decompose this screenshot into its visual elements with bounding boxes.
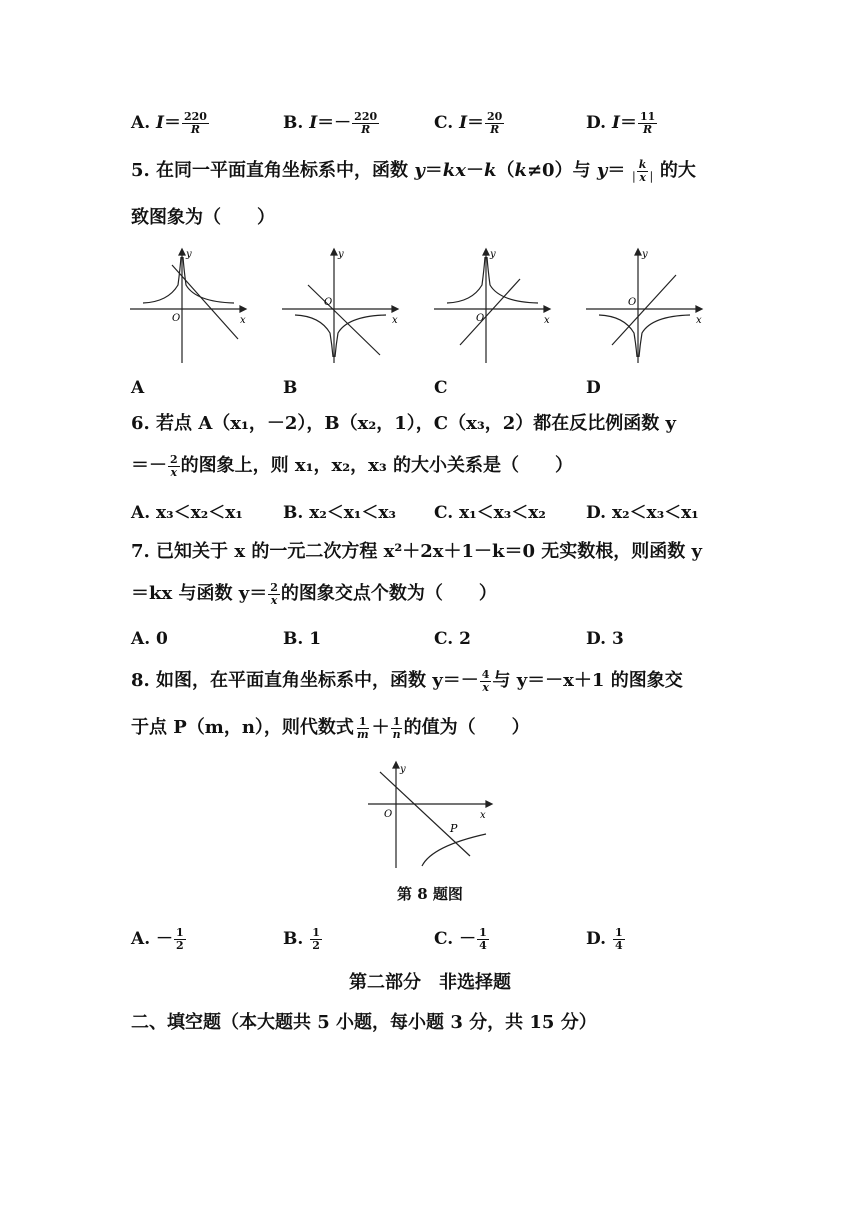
q5-graph-c [432, 245, 552, 365]
q5-graph-a [128, 245, 248, 365]
point-p-label: P [450, 822, 458, 835]
q6-stem-line1: 6. 若点 A（x₁，－2），B（x₂，1），C（x₃，2）都在反比例函数 y [131, 413, 676, 434]
q5-graph-label-a: A [131, 378, 145, 398]
q6-option-d: D. x₂＜x₃＜x₁ [586, 503, 699, 523]
q4-option-d: D. I＝ $\frac{11}{R}$ [586, 110, 656, 136]
q6-option-a: A. x₃＜x₂＜x₁ [131, 503, 243, 523]
q5-graph-d [584, 245, 704, 365]
svg-text:y: y [400, 764, 406, 775]
svg-text:x: x [480, 810, 486, 821]
q8-option-a: A. － $\frac{1}{2}$ [131, 926, 184, 952]
svg-text:y: y [490, 249, 496, 260]
q8-option-b: B. $\frac{1}{2}$ [283, 926, 320, 952]
q7-option-b: B. 1 [283, 629, 322, 649]
q7-stem-line1: 7. 已知关于 x 的一元二次方程 x²＋2x＋1－k＝0 无实数根，则函数 y [131, 541, 702, 562]
q5-graph-label-d: D [586, 378, 601, 398]
q6-stem-line2: ＝－ $\frac{2}{x}$ 的图象上，则 x₁，x₂，x₃ 的大小关系是（ ） [131, 452, 574, 479]
q5-graph-b [280, 245, 400, 365]
q8-figure [366, 760, 496, 870]
svg-text:y: y [642, 249, 648, 260]
q7-stem-line2: ＝kx 与函数 y＝ $\frac{2}{x}$ 的图象交点个数为（ ） [131, 580, 497, 607]
svg-text:x: x [696, 315, 702, 326]
svg-text:O: O [476, 313, 485, 324]
svg-text:O: O [628, 297, 637, 308]
q5-stem-line1: 5. 在同一平面直角坐标系中，函数 y＝kx－k（k≠0）与 y＝ $\frac{k}{|x|}$ 的大 [131, 157, 696, 184]
svg-text:y: y [338, 249, 344, 260]
q8-figure-caption: 第 8 题图 [397, 885, 463, 903]
svg-text:O: O [384, 809, 393, 820]
svg-text:O: O [324, 297, 333, 308]
q4-option-b: B. I＝－ $\frac{220}{R}$ [283, 110, 378, 136]
q5-stem-line2: 致图象为（ ） [131, 207, 275, 228]
q6-option-c: C. x₁＜x₃＜x₂ [434, 503, 546, 523]
q7-option-c: C. 2 [434, 629, 471, 649]
svg-text:x: x [544, 315, 550, 326]
axis-x-label: x [240, 315, 246, 326]
origin-label: O [172, 313, 181, 324]
q8-stem-line2: 于点 P（m，n），则代数式 $\frac{1}{m}$ ＋ $\frac{1}{n}$ 的值为（ ） [131, 714, 530, 741]
fill-in-section-title: 二、填空题（本大题共 5 小题，每小题 3 分，共 15 分） [131, 1012, 597, 1033]
q8-stem-line1: 8. 如图，在平面直角坐标系中，函数 y＝－ $\frac{4}{x}$ 与 y＝－x＋1 的图象交 [131, 667, 683, 694]
q8-option-d: D. $\frac{1}{4}$ [586, 926, 623, 952]
q8-option-c: C. － $\frac{1}{4}$ [434, 926, 487, 952]
svg-text:x: x [392, 315, 398, 326]
q5-graph-label-b: B [283, 378, 298, 398]
q5-graph-label-c: C [434, 378, 448, 398]
q7-option-d: D. 3 [586, 629, 624, 649]
axis-y-label: y [186, 249, 192, 260]
q4-option-a: A. I＝ $\frac{220}{R}$ [131, 110, 207, 136]
part-two-title: 第二部分 非选择题 [349, 972, 511, 993]
q6-option-b: B. x₂＜x₁＜x₃ [283, 503, 396, 523]
q4-option-c: C. I＝ $\frac{20}{R}$ [434, 110, 503, 136]
q7-option-a: A. 0 [131, 629, 168, 649]
